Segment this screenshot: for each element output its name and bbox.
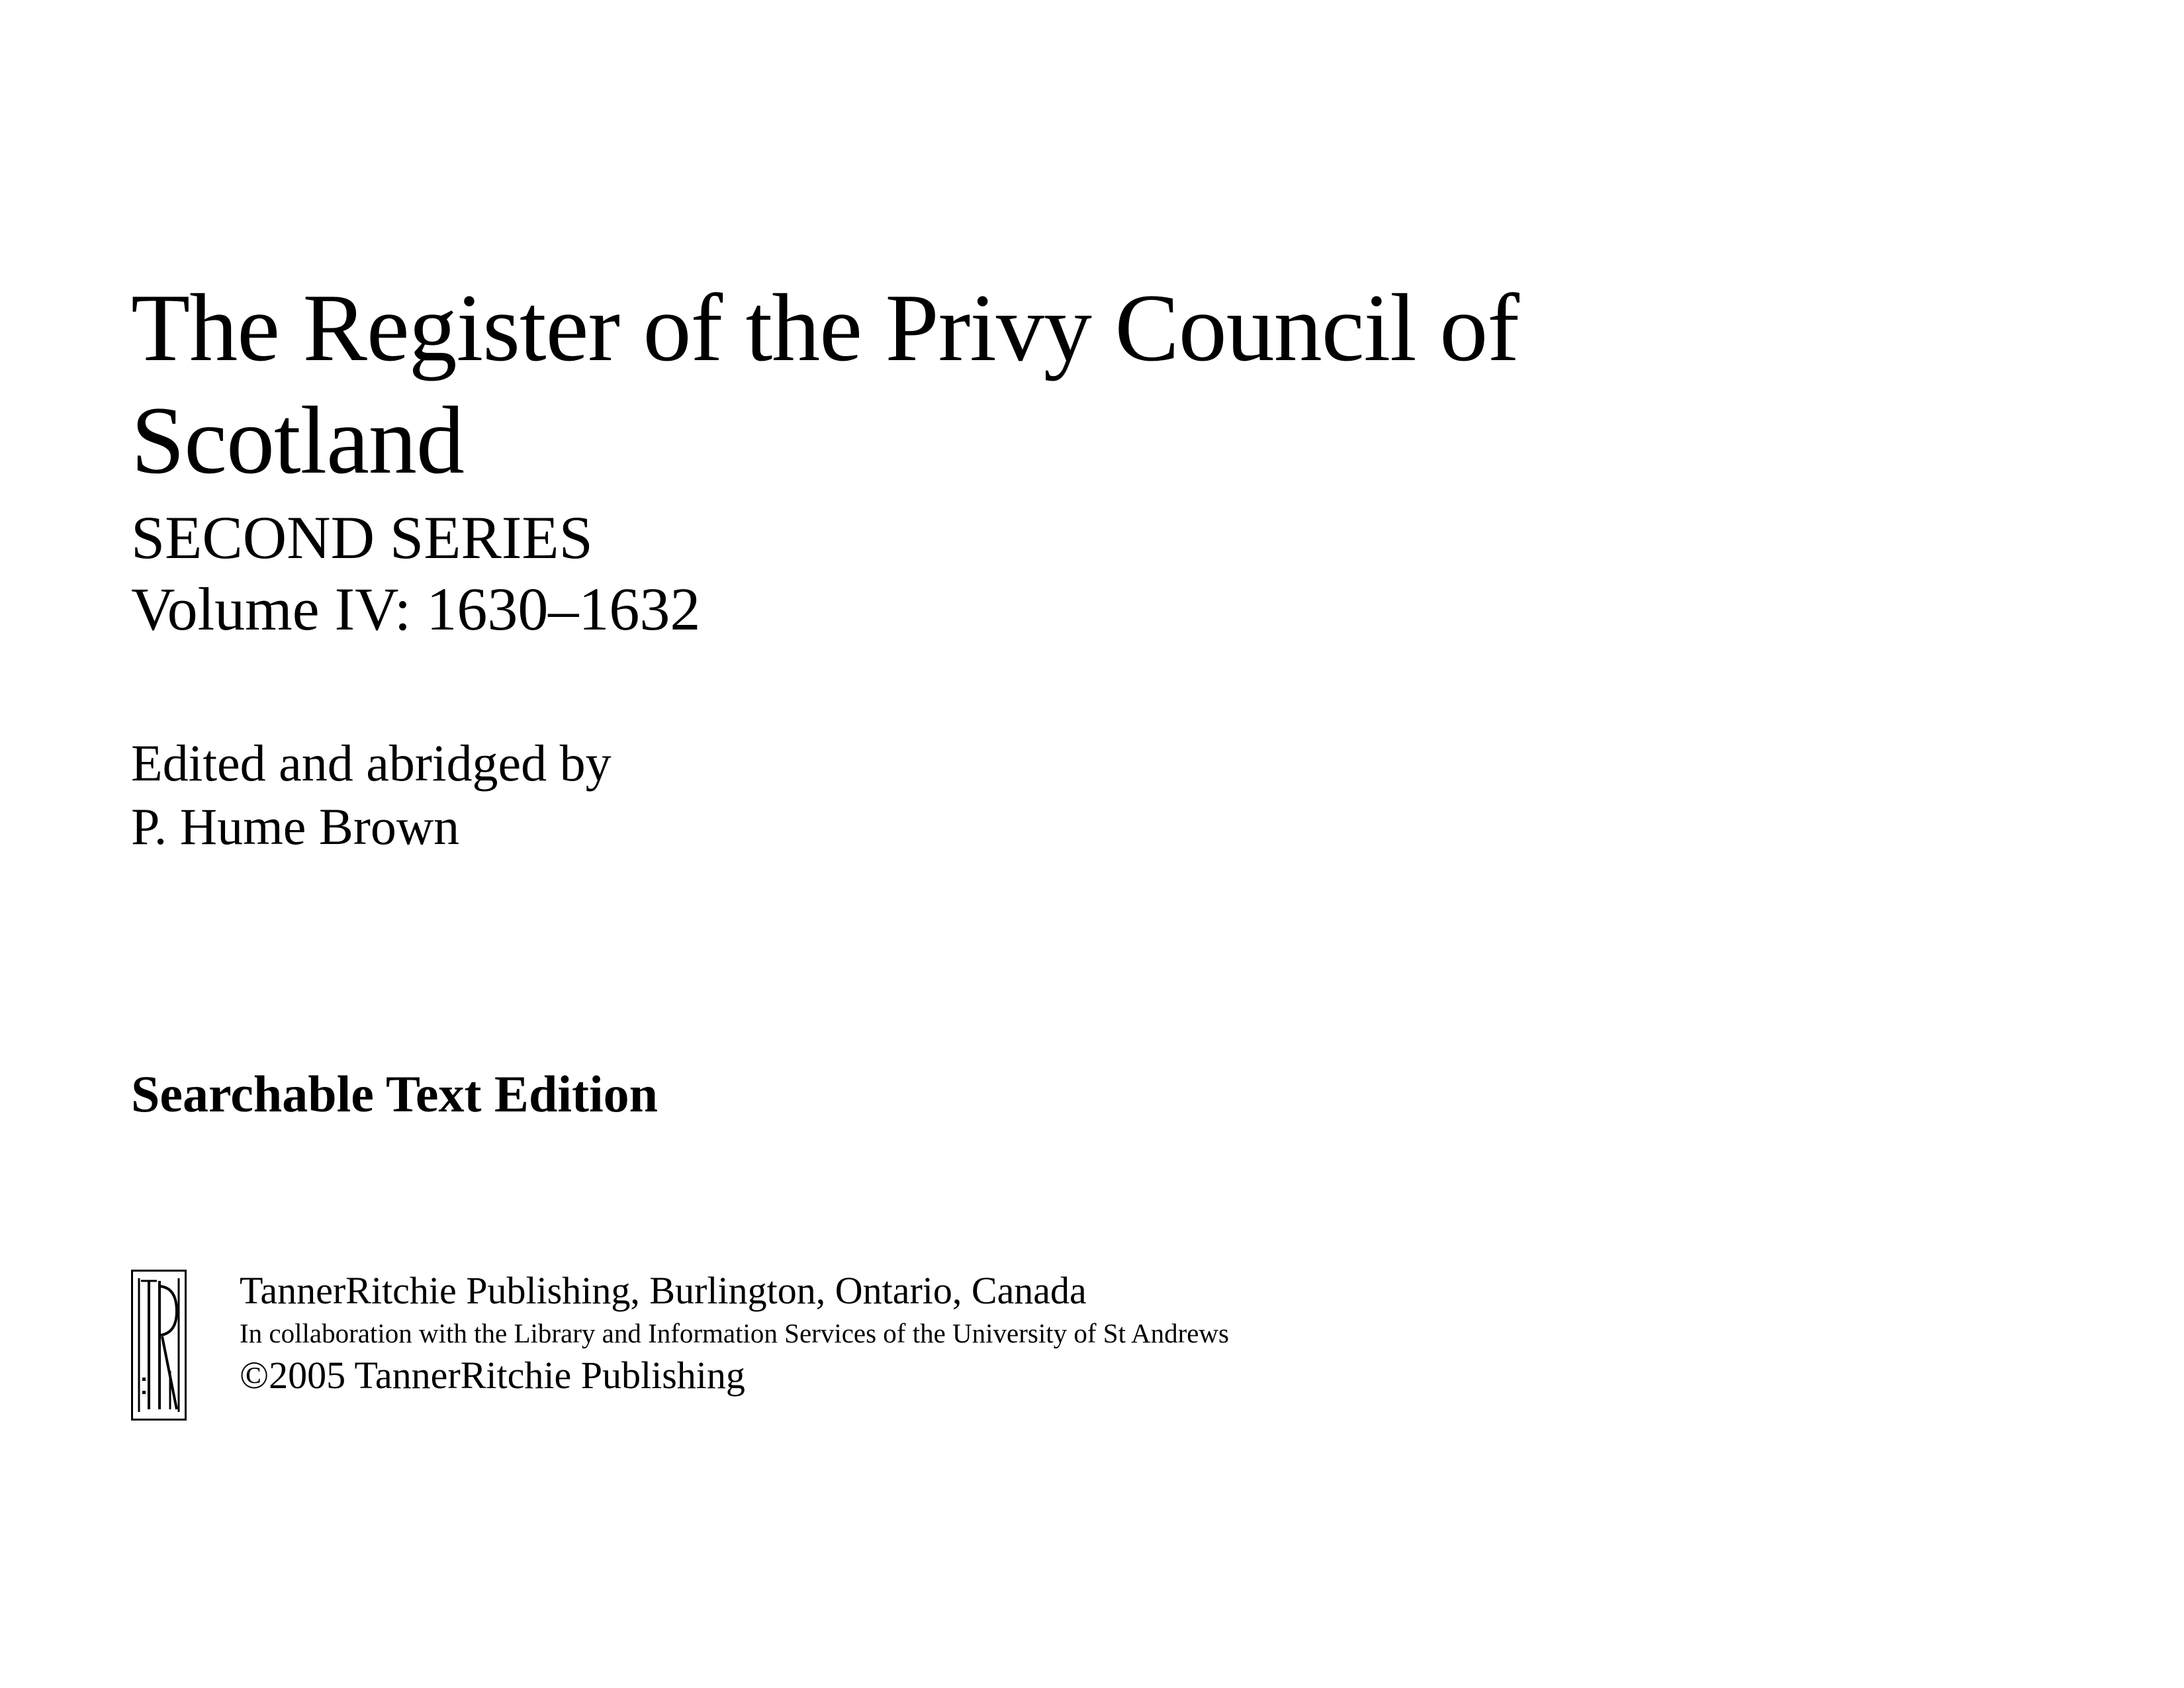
tannerritchie-tr-logo-icon [131,1270,187,1421]
publisher-name: TannerRitchie Publishing, Burlington, Ontario, Canada [240,1269,1087,1312]
editor-credit: Edited and abridged by [131,734,612,792]
series-label: SECOND SERIES [131,504,593,571]
collaboration-note: In collaboration with the Library and Information Services of the University of St Andrews [240,1318,1229,1348]
publisher-block [240,1268,1229,1399]
title-line-1: The Register of the Privy Council of [131,274,1519,381]
edition-label: Searchable Text Edition [131,1065,659,1123]
volume-label: Volume IV: 1630–1632 [131,575,701,643]
editor-block [131,731,612,859]
copyright-notice: ©2005 TannerRitchie Publishing [240,1354,745,1397]
title-line-2: Scotland [131,387,464,494]
editor-name: P. Hume Brown [131,798,460,855]
title-block [131,271,2050,645]
